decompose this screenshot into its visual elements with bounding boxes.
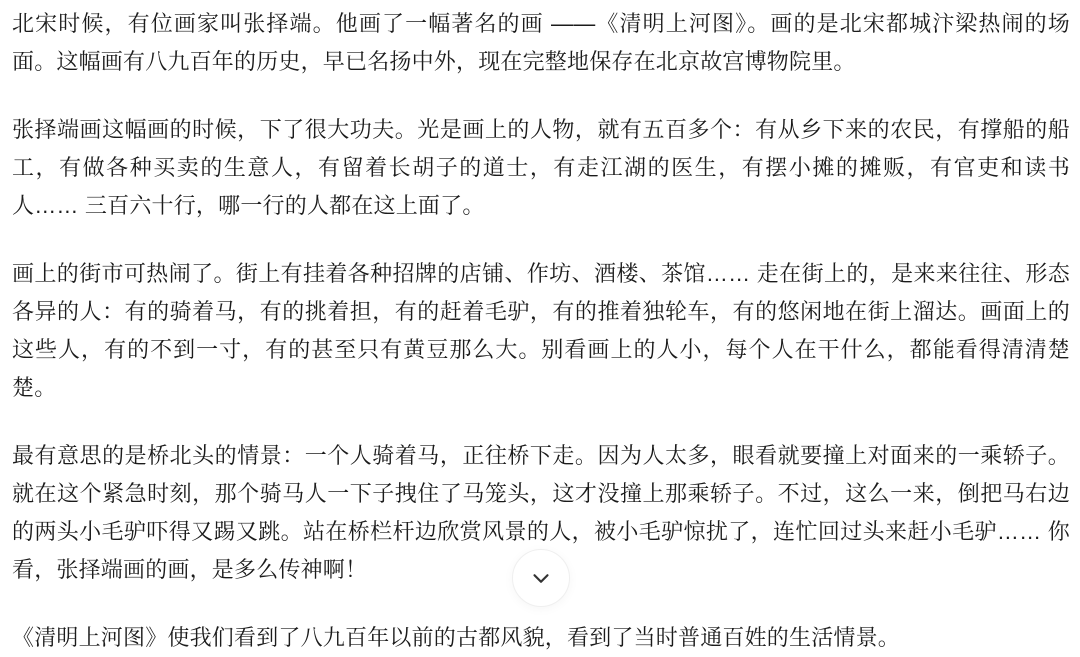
- paragraph-3: 画上的街市可热闹了。街上有挂着各种招牌的店铺、作坊、酒楼、茶馆…… 走在街上的，是来来往往、形态各异的人：有的骑着马，有的挑着担，有的赶着毛驴，有的推着独轮车，有的悠闲地在街上溜达。画面上的这些人，有的不到一寸，有的甚至只有黄豆那么大。别看画上的人小，每个人在干什么，都能看得清清楚楚。: [12, 261, 1070, 400]
- chevron-down-icon: [528, 565, 554, 591]
- paragraph-4: 最有意思的是桥北头的情景：一个人骑着马，正往桥下走。因为人太多，眼看就要撞上对面来的一乘轿子。就在这个紧急时刻，那个骑马人一下子拽住了马笼头，这才没撞上那乘轿子。不过，这么一来，倒把马右边的两头小毛驴吓得又踢又跳。站在桥栏杆边欣赏风景的人，被小毛驴惊扰了，连忙回过头来赶小毛驴…… 你看，张择端画的画，是多么传神啊！: [12, 443, 1070, 582]
- expand-more-button[interactable]: [512, 549, 570, 607]
- paragraph-1: 北宋时候，有位画家叫张择端。他画了一幅著名的画 ——《清明上河图》。画的是北宋都城汴梁热闹的场面。这幅画有八九百年的历史，早已名扬中外，现在完整地保存在北京故宫博物院里。: [12, 11, 1070, 74]
- paragraph-5: 《清明上河图》使我们看到了八九百年以前的古都风貌，看到了当时普通百姓的生活情景。: [12, 625, 901, 650]
- paragraph-2: 张择端画这幅画的时候，下了很大功夫。光是画上的人物，就有五百多个：有从乡下来的农民，有撑船的船工，有做各种买卖的生意人，有留着长胡子的道士，有走江湖的医生，有摆小摊的摊贩，有官吏和读书人…… 三百六十行，哪一行的人都在这上面了。: [12, 117, 1070, 218]
